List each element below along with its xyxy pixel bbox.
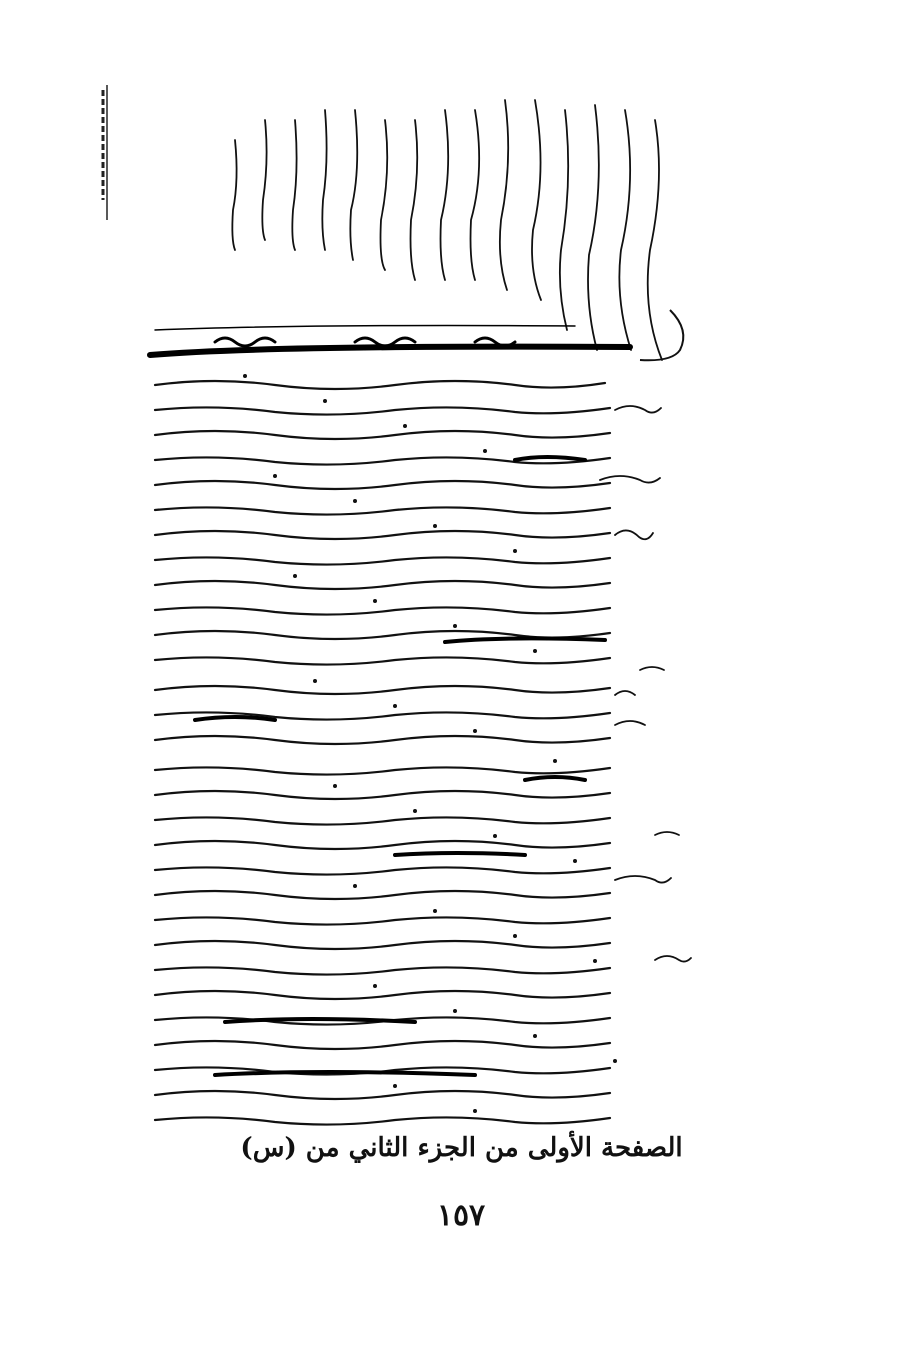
manuscript-text-lines [155,381,610,1125]
manuscript-page-scan [95,80,715,1130]
right-margin-annotations [600,406,691,962]
figure-caption: الصفحة الأولى من الجزء الثاني من (س) [240,1133,683,1163]
heading-bracket [640,310,683,360]
emphasis-strokes [195,457,605,1075]
marginal-notes-diagonal [232,100,662,360]
heading-line [150,326,630,356]
page-number: ١٥٧ [436,1198,486,1233]
manuscript-scan-image [95,80,715,1130]
binding-edge [103,85,107,220]
